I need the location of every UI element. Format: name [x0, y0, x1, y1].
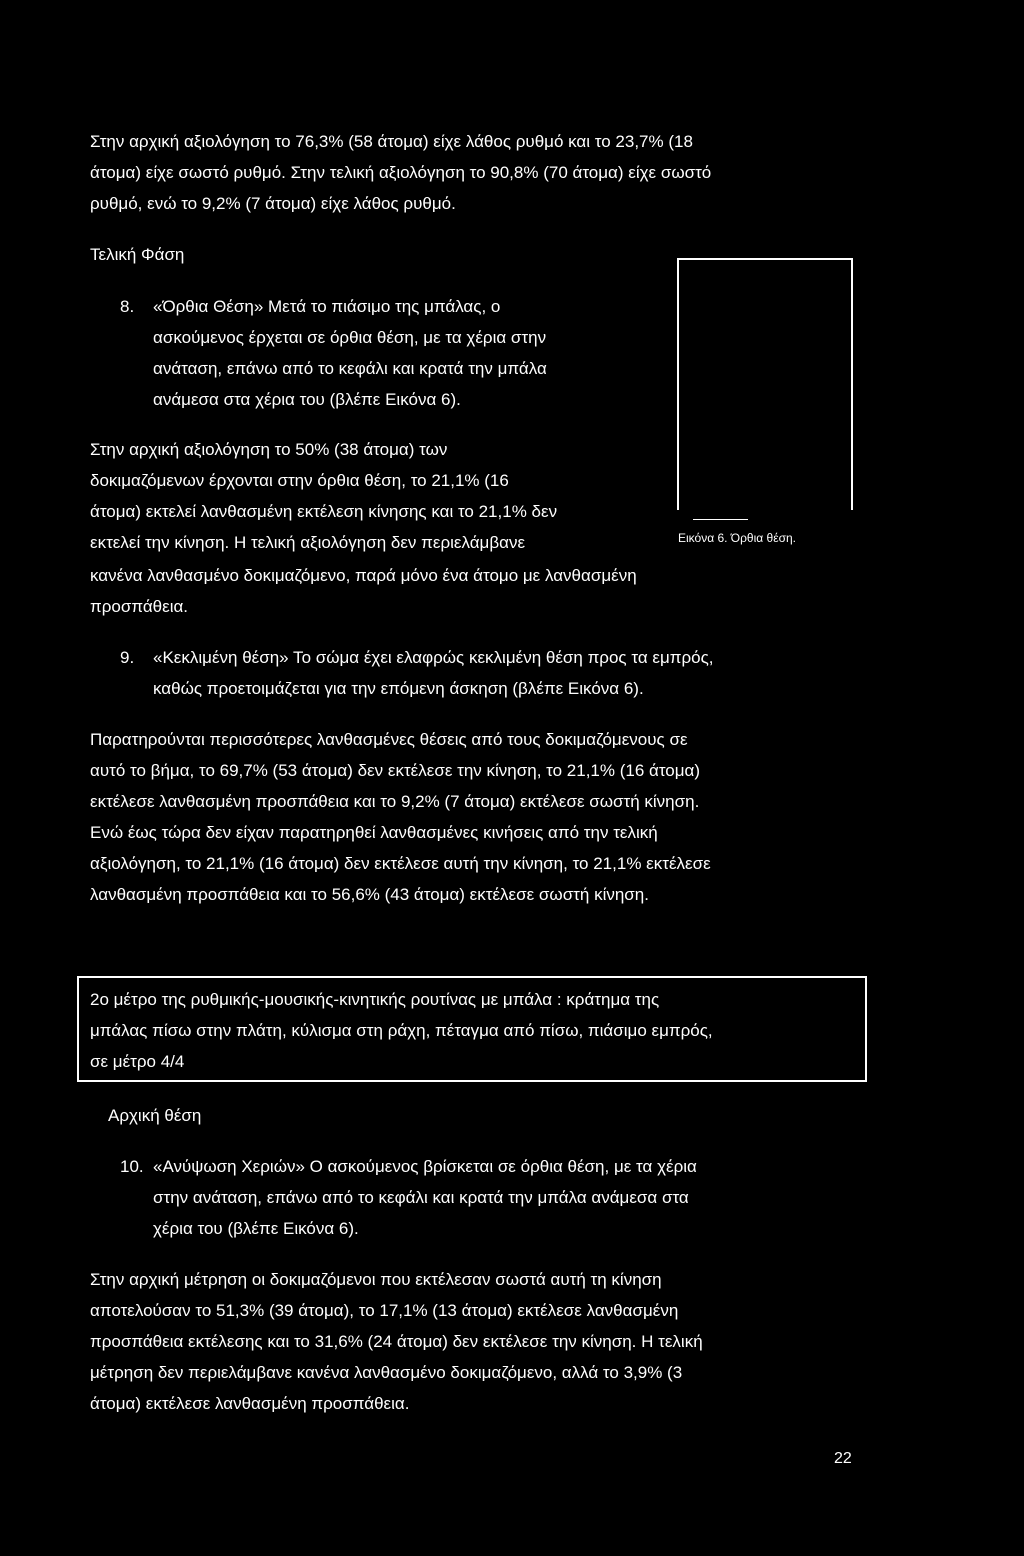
final-phase-heading: Τελική Φάση — [90, 245, 185, 264]
text-line: προσπάθεια. — [90, 597, 189, 616]
text-line: Στην αρχική μέτρηση οι δοκιμαζόμενοι που εκτέλεσαν σωστά αυτή τη κίνηση — [90, 1270, 662, 1289]
text-line: άτομα) εκτέλεσε λανθασμένη προσπάθεια. — [90, 1394, 410, 1413]
text-line: αποτελούσαν το 51,3% (39 άτομα), το 17,1% (13 άτομα) εκτέλεσε λανθασμένη — [90, 1301, 679, 1320]
text-line: προσπάθεια εκτέλεσης και το 31,6% (24 άτομα) δεν εκτέλεσε την κίνηση. Η τελική — [90, 1332, 703, 1351]
text-line: άτομα) εκτελεί λανθασμένη εκτέλεση κίνησης και το 21,1% δεν — [90, 502, 558, 521]
text-line: «Κεκλιμένη θέση» Το σώμα έχει ελαφρώς κεκλιμένη θέση προς τα εμπρός, — [153, 648, 714, 667]
text-line: Ενώ έως τώρα δεν είχαν παρατηρηθεί λανθασμένες κινήσεις από την τελική — [90, 823, 658, 842]
text-line: στην ανάταση, επάνω από το κεφάλι και κρατά την μπάλα ανάμεσα στα — [153, 1188, 689, 1207]
text-line: αξιολόγηση, το 21,1% (16 άτομα) δεν εκτέλεσε αυτή την κίνηση, το 21,1% εκτέλεσε — [90, 854, 711, 873]
text-line: λανθασμένη προσπάθεια και το 56,6% (43 άτομα) εκτέλεσε σωστή κίνηση. — [90, 885, 649, 904]
page-number: 22 — [834, 1450, 852, 1467]
list-item-number: 9. — [120, 648, 135, 667]
text-line: δοκιμαζόμενων έρχονται στην όρθια θέση, το 21,1% (16 — [90, 471, 509, 490]
text-line: σε μέτρο 4/4 — [90, 1052, 185, 1071]
text-line: εκτελεί την κίνηση. Η τελική αξιολόγηση δεν περιελάμβανε — [90, 533, 526, 552]
text-line: ασκούμενος έρχεται σε όρθια θέση, με τα χέρια στην — [153, 328, 547, 347]
figure-image-frame — [677, 258, 853, 510]
figure-divider — [693, 519, 748, 520]
text-line: «Ανύψωση Χεριών» Ο ασκούμενος βρίσκεται σε όρθια θέση, με τα χέρια — [153, 1157, 697, 1176]
figure-caption: Εικόνα 6. Όρθια θέση. — [678, 531, 796, 545]
text-line: «Όρθια Θέση» Μετά το πιάσιμο της μπάλας, ο — [153, 297, 501, 316]
text-line: Παρατηρούνται περισσότερες λανθασμένες θέσεις από τους δοκιμαζόμενους σε — [90, 730, 688, 749]
text-line: κανένα λανθασμένο δοκιμαζόμενο, παρά μόνο ένα άτομο με λανθασμένη — [90, 566, 637, 585]
text-line: ρυθμό, ενώ το 9,2% (7 άτομα) είχε λάθος ρυθμό. — [90, 194, 456, 213]
text-line: χέρια του (βλέπε Εικόνα 6). — [153, 1219, 359, 1238]
text-line: Στην αρχική αξιολόγηση το 76,3% (58 άτομα) είχε λάθος ρυθμό και το 23,7% (18 — [90, 132, 693, 151]
text-line: 2ο μέτρο της ρυθμικής-μουσικής-κινητικής ρουτίνας με μπάλα : κράτημα της — [90, 990, 660, 1009]
text-line: αυτό το βήμα, το 69,7% (53 άτομα) δεν εκτέλεσε την κίνηση, το 21,1% (16 άτομα) — [90, 761, 701, 780]
initial-position-heading: Αρχική θέση — [108, 1106, 202, 1125]
text-line: άτομα) είχε σωστό ρυθμό. Στην τελική αξιολόγηση το 90,8% (70 άτομα) είχε σωστό — [90, 163, 712, 182]
text-line: μέτρηση δεν περιελάμβανε κανένα λανθασμένο δοκιμαζόμενο, αλλά το 3,9% (3 — [90, 1363, 683, 1382]
text-line: εκτέλεσε λανθασμένη προσπάθεια και το 9,2% (7 άτομα) εκτέλεσε σωστή κίνηση. — [90, 792, 700, 811]
text-line: ανάταση, επάνω από το κεφάλι και κρατά την μπάλα — [153, 359, 547, 378]
text-line: ανάμεσα στα χέρια του (βλέπε Εικόνα 6). — [153, 390, 461, 409]
text-line: Στην αρχική αξιολόγηση το 50% (38 άτομα) των — [90, 440, 448, 459]
text-line: μπάλας πίσω στην πλάτη, κύλισμα στη ράχη, πέταγμα από πίσω, πιάσιμο εμπρός, — [90, 1021, 713, 1040]
list-item-number: 8. — [120, 297, 135, 316]
text-line: καθώς προετοιμάζεται για την επόμενη άσκηση (βλέπε Εικόνα 6). — [153, 679, 644, 698]
list-item-number: 10. — [120, 1157, 144, 1176]
